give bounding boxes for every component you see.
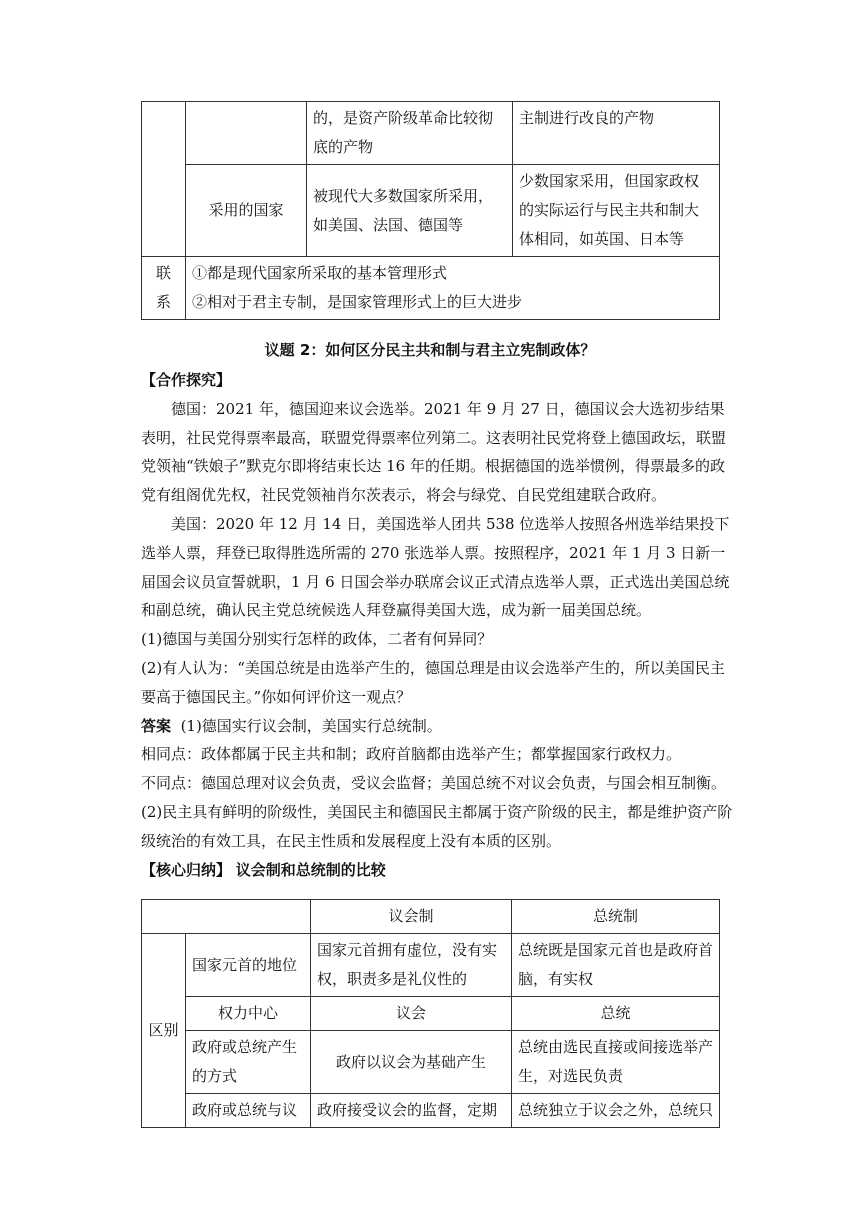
table-cell: 被现代大多数国家所采用，如美国、法国、德国等 xyxy=(307,165,513,257)
table-cell: 国家元首拥有虚位，没有实权，职责多是礼仪性的 xyxy=(311,934,512,997)
link-line: ②相对于君主专制，是国家管理形式上的巨大进步 xyxy=(192,293,523,311)
table-row-label xyxy=(142,257,186,320)
table-cell: 总统 xyxy=(512,997,720,1031)
table-row-label: 政府或总统产生的方式 xyxy=(186,1031,311,1094)
table-header: 总统制 xyxy=(512,900,720,934)
inquiry-section xyxy=(141,366,739,884)
table-cell: 总统由选民直接或间接选举产生，对选民负责 xyxy=(512,1031,720,1094)
table-cell-blank xyxy=(142,900,311,934)
table-cell: 政府以议会为基础产生 xyxy=(311,1031,512,1094)
table-row-label: 采用的国家 xyxy=(186,165,307,257)
coop-label: 【合作探究】 xyxy=(141,371,232,389)
table-cell: 总统独立于议会之外，总统只 xyxy=(512,1094,720,1128)
table-row-label: 权力中心 xyxy=(186,997,311,1031)
paragraph-usa: 美国：2020 年 12 月 14 日，美国选举人团共 538 位选举人按照各州选举结果投下选举人票，拜登已取得胜选所需的 270 张选举人票。按照程序，2021 年 1 月 3 日新一届国会议员宣誓就职，1 月 6 日国会举办联席会议正式清点选举人票，正式选出美国总统和副总统，确认民主党总统候选人拜登赢得美国大选，成为新一届美国总统。 xyxy=(141,514,730,620)
table-cell: 主制进行改良的产物 xyxy=(513,102,720,165)
link-line: ①都是现代国家所采取的基本管理形式 xyxy=(192,264,448,282)
table-header: 议会制 xyxy=(311,900,512,934)
core-title: 议会制和总统制的比较 xyxy=(235,860,386,879)
answer-diff: 不同点：德国总理对议会负责，受议会监督；美国总统不对议会负责，与国会相互制衡。 xyxy=(141,774,727,793)
answer-same: 相同点：政体都属于民主共和制；政府首脑都由选举产生；都掌握国家行政权力。 xyxy=(141,745,682,764)
question-2: (2)有人认为：“美国总统是由选举产生的，德国总理是由议会选举产生的，所以美国民主要高于德国民主。”你如何评价这一观点？ xyxy=(141,658,725,706)
core-heading xyxy=(141,856,739,885)
topic-title: 议题 2：如何区分民主共和制与君主立宪制政体？ xyxy=(264,341,596,359)
table-cell: 少数国家采用，但国家政权的实际运行与民主共和制大体相同，如英国、日本等 xyxy=(513,165,720,257)
answer-2: (2)民主具有鲜明的阶级性，美国民主和德国民主都属于资产阶级的民主，都是维护资产阶级统治的有效工具，在民主性质和发展程度上没有本质的区别。 xyxy=(141,802,733,850)
answer-line xyxy=(141,712,739,741)
label-char: 联 xyxy=(155,264,171,282)
table-cell: 政府接受议会的监督，定期 xyxy=(311,1094,512,1128)
diff-label: 区别 xyxy=(142,934,186,1128)
table-cell: 总统既是国家元首也是政府首脑，有实权 xyxy=(512,934,720,997)
parliamentary-presidential-table xyxy=(141,899,720,1128)
question-1: (1)德国与美国分别实行怎样的政体，二者有何异同？ xyxy=(141,630,493,649)
core-label: 【核心归纳】 xyxy=(141,860,232,879)
comparison-table-continued xyxy=(141,101,720,320)
answer-1: (1)德国实行议会制，美国实行总统制。 xyxy=(180,716,442,735)
table-cell: 的，是资产阶级革命比较彻底的产物 xyxy=(307,102,513,165)
table-cell xyxy=(186,257,720,320)
label-char: 系 xyxy=(155,293,171,311)
answer-label: 答案 xyxy=(141,716,172,735)
table-cell: 议会 xyxy=(311,997,512,1031)
table-cell-blank xyxy=(142,102,186,257)
paragraph-germany: 德国：2021 年，德国迎来议会选举。2021 年 9 月 27 日，德国议会大选初步结果表明，社民党得票率最高，联盟党得票率位列第二。这表明社民党将登上德国政坛，联盟党领袖“铁娘子”默克尔即将结束长达 16 年的任期。根据德国的选举惯例，得票最多的政党有组阁优先权，社民党领袖肖尔茨表示，将会与绿党、自民党组建联合政府。 xyxy=(141,399,727,505)
table-cell-blank xyxy=(186,102,307,165)
table-row-label: 政府或总统与议 xyxy=(186,1094,311,1128)
table-row-label: 国家元首的地位 xyxy=(186,934,311,997)
